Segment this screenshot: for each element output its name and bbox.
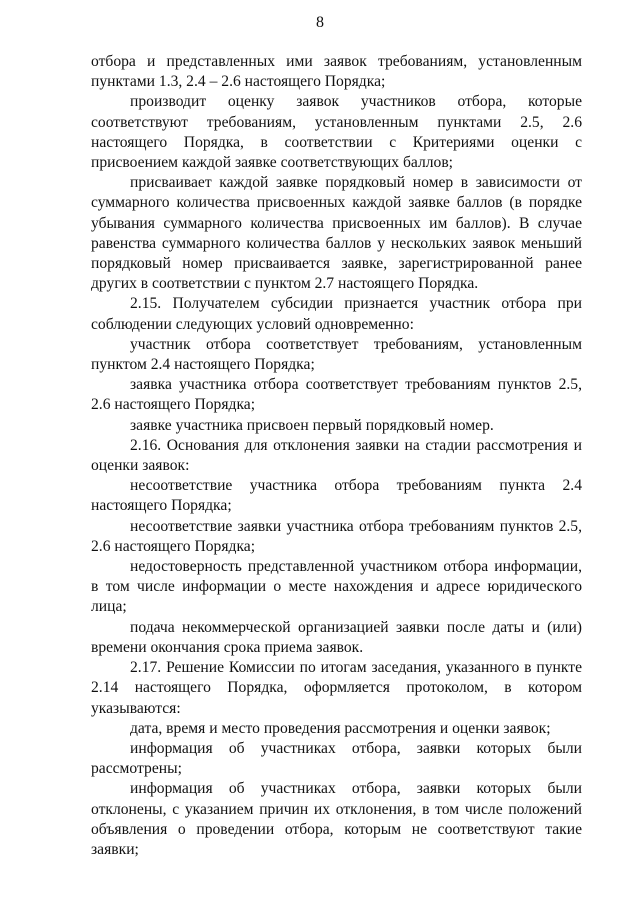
paragraph: подача некоммерческой организацией заявки после даты и (или) времени окончания срока приема заявок. <box>91 618 582 656</box>
paragraph: несоответствие заявки участника отбора требованиям пунктов 2.5, 2.6 настоящего Порядка; <box>91 517 582 555</box>
paragraph: информация об участниках отбора, заявки которых были отклонены, с указанием причин их отклонения, в том числе положений объявления о проведении отбора, которым не соответствуют такие заявки; <box>91 780 582 858</box>
paragraph: присваивает каждой заявке порядковый номер в зависимости от суммарного количества присвоенных каждой заявке баллов (в порядке убывания суммарного количества присвоенных им баллов). В случае равенства суммарного количества баллов у нескольких заявок меньший порядковый номер присваивается заявке, зарегистрированной ранее других в соответствии с пунктом 2.7 настоящего Порядка. <box>91 174 582 293</box>
paragraph: производит оценку заявок участников отбора, которые соответствуют требованиям, установленным пунктами 2.5, 2.6 настоящего Порядка, в соответствии с Критериями оценки с присвоением каждой заявке соответствующих баллов; <box>91 93 582 172</box>
page-number: 8 <box>316 14 324 31</box>
paragraph: недостоверность представленной участником отбора информации, в том числе информации о месте нахождения и адресе юридического лица; <box>91 558 582 616</box>
paragraph: заявка участника отбора соответствует требованиям пунктов 2.5, 2.6 настоящего Порядка; <box>91 376 582 414</box>
section-2-16-paragraph: 2.16. Основания для отклонения заявки на стадии рассмотрения и оценки заявок: <box>91 436 582 475</box>
document-body <box>91 52 582 860</box>
paragraph: информация об участниках отбора, заявки которых были рассмотрены; <box>91 739 582 778</box>
paragraph: заявке участника присвоен первый порядковый номер. <box>130 416 494 434</box>
section-2-17-paragraph: 2.17. Решение Комиссии по итогам заседания, указанного в пункте 2.14 настоящего Порядка, оформляется протоколом, в котором указываются: <box>91 659 582 717</box>
paragraph: отбора и представленных ими заявок требованиям, установленным пунктами 1.3, 2.4 – 2.6 настоящего Порядка; <box>91 53 582 91</box>
paragraph: участник отбора соответствует требованиям, установленным пунктом 2.4 настоящего Порядка; <box>91 335 582 374</box>
paragraph: несоответствие участника отбора требованиям пункта 2.4 настоящего Порядка; <box>91 477 582 515</box>
section-2-15-paragraph: 2.15. Получателем субсидии признается участник отбора при соблюдении следующих условий одновременно: <box>91 295 582 333</box>
paragraph: дата, время и место проведения рассмотрения и оценки заявок; <box>130 719 551 737</box>
